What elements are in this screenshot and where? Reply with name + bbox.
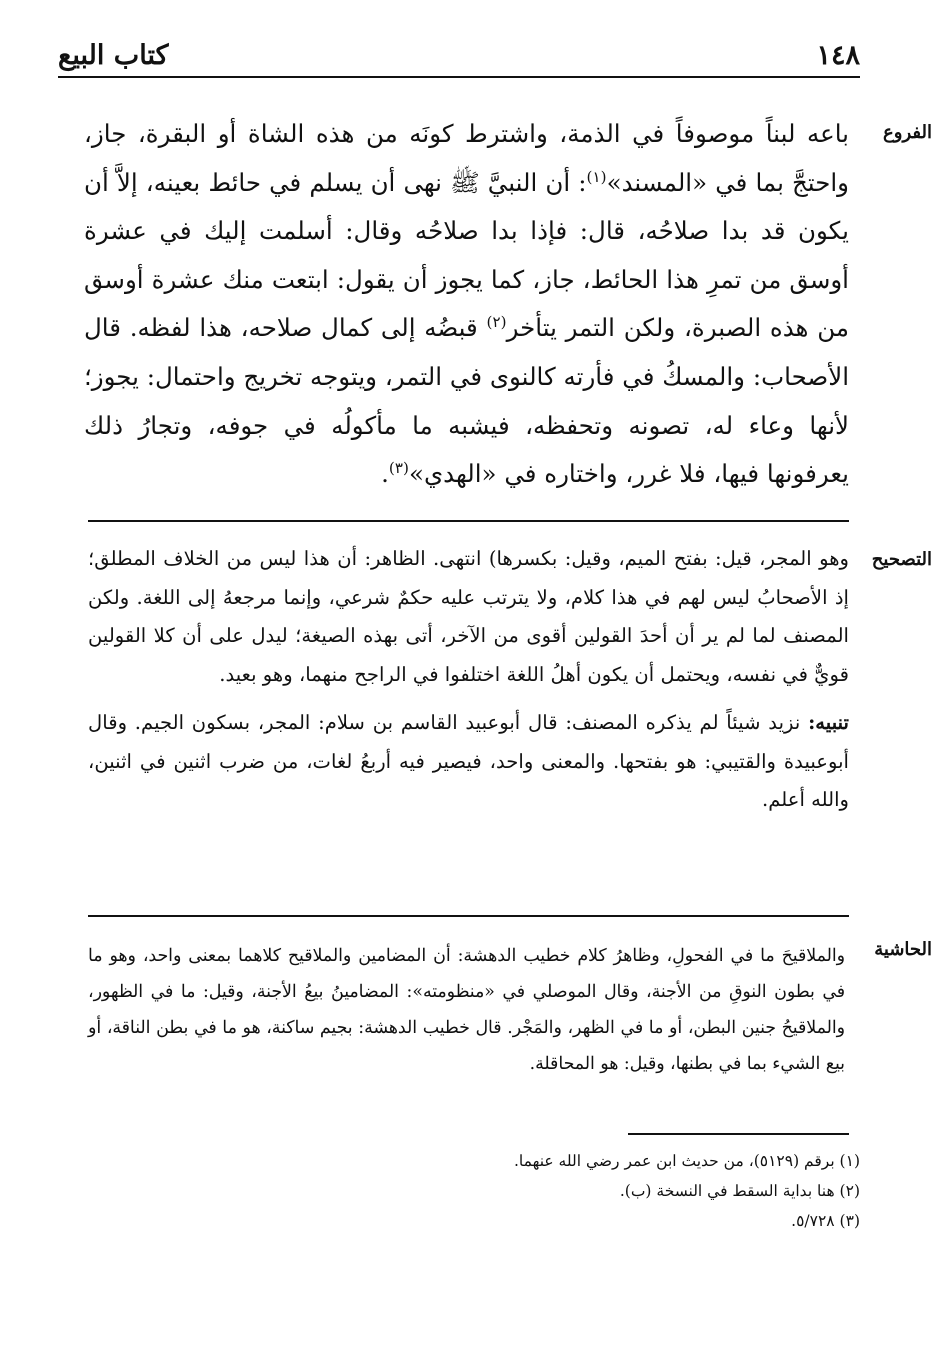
corrections-section	[88, 540, 849, 830]
page-header	[58, 36, 860, 78]
note-paragraph	[88, 704, 849, 820]
marginal-text: والملاقيحَ ما في الفحولِ، وظاهرُ كلام خطيب الدهشة: أن المضامين والملاقيح كلاهما بمعنى واحد، وهو ما في بطون النوقِ من الأجنة، وقال الموصلي في «منظومته»: المضامينُ بيعُ الأجنة، وقيل: ما في الظهور، والملاقيحُ جنين البطن، أو ما في الظهر، والمَجْر. قال خطيب الدهشة: بجيم ساكنة، هو ما في بطن الناقة، أو بيع الشيء بما في بطنها، وقيل: هو المحاقلة.	[88, 946, 845, 1074]
section-label-hashiya: الحاشية	[874, 939, 932, 960]
section-label-tashih: التصحيح	[871, 549, 932, 570]
main-text-part2: : أن النبيَّ ﷺ نهى أن يسلم في حائط بعينه، إلاَّ أن يكون قد بدا صلاحُه، قال: فإذا بدا صلاحُه وقال: أسلمت إليك في عشرة أوسق من تمرِ هذا الحائط، جاز، كما يجوز أن يقول: ابتعت منك عشرة أوسق من هذه الصبرة، ولكن التمر يتأخر	[84, 167, 849, 343]
footnote-divider	[628, 1133, 849, 1135]
footnote-2: (٢) هنا بداية السقط في النسخة (ب).	[619, 1182, 860, 1200]
page-number: ١٤٨	[816, 40, 860, 71]
main-text-part3: قبضُه إلى كمال صلاحه، هذا لفظه. قال الأصحاب: والمسكُ في فأرته كالنوى في التمر، ويتوجه تخريج واحتمال: يجوز؛ لأنها وعاء له، تصونه وتحفظه، فيشبه ما مأكولُه في جوفه، وتجارُ ذلك يعرفونها فيها، فلا غرر، واختاره في «الهدي»	[84, 313, 849, 489]
footnote-ref-3: (٣)	[388, 459, 409, 477]
section-divider-2	[88, 915, 849, 917]
main-text-part1: باعه لبناً موصوفاً في الذمة، واشترط كونَه من هذه الشاة أو البقرة، جاز، واحتجَّ بما في «المسند»	[84, 119, 849, 197]
marginal-section	[88, 938, 845, 1082]
section-label-furu: الفروع	[883, 122, 932, 143]
main-text-part4: .	[381, 459, 389, 489]
note-label: تنبيه:	[808, 711, 849, 734]
footnote-ref-2: (٢)	[486, 313, 507, 332]
footnote-3: (٣) ٥/٧٢٨.	[791, 1212, 860, 1230]
book-title: كتاب البيع	[58, 40, 169, 71]
footnotes	[360, 1146, 860, 1236]
main-text	[84, 110, 849, 499]
footnote-ref-1: (١)	[586, 167, 607, 186]
section-divider-1	[88, 520, 849, 522]
corrections-paragraph: وهو المجر، قيل: بفتح الميم، وقيل: بكسرها) انتهى. الظاهر: أن هذا ليس من الخلاف المطلق؛ إذ الأصحابُ ليس لهم في هذا كلام، ولا يترتب عليه حكمٌ شرعي، وإنما مرجعهُ إلى اللغة. ولكن المصنف لما لم ير أن أحدَ القولين أقوى من الآخر، أتى بهذه الصيغة؛ ليدل على أن كلا القولين قويٌّ في نفسه، ويحتمل أن يكون أهلُ اللغة اختلفوا في الراجح منهما، وهو بعيد.	[88, 547, 849, 686]
note-text: نزيد شيئاً لم يذكره المصنف: قال أبوعبيد القاسم بن سلام: المجر، بسكون الجيم. وقال أبوعبيدة والقتيبي: هو بفتحها. والمعنى واحد، فيصير فيه أربعُ لغات، من ضرب اثنين في اثنين، والله أعلم.	[88, 711, 849, 811]
main-paragraph	[84, 110, 849, 499]
footnote-1: (١) برقم (٥١٢٩)، من حديث ابن عمر رضي الله عنهما.	[513, 1152, 860, 1170]
